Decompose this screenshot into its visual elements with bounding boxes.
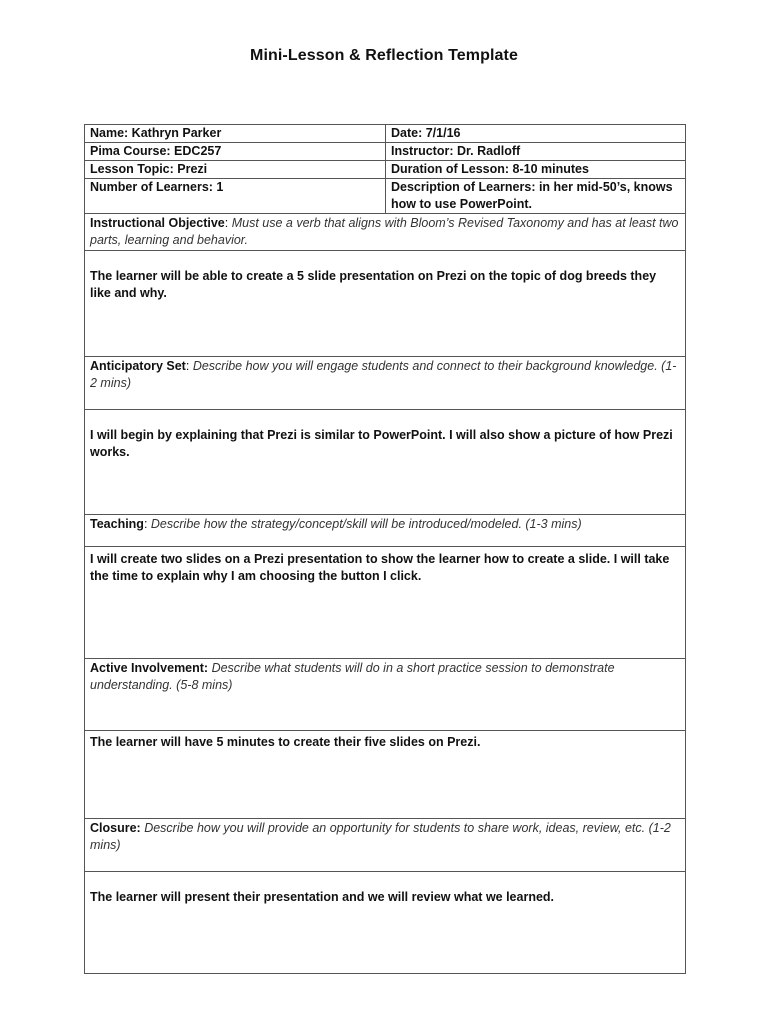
teaching-label: Teaching bbox=[90, 517, 144, 531]
teaching-answer: I will create two slides on a Prezi presentation to show the learner how to create a slide. I will take the time to explain why I am choosing the button I click. bbox=[90, 552, 670, 583]
anticipatory-header bbox=[85, 357, 686, 410]
learners-cell: Number of Learners: 1 bbox=[85, 179, 386, 214]
closure-prompt: Describe how you will provide an opportunity for students to share work, ideas, review, etc. (1-2 mins) bbox=[90, 821, 671, 852]
objective-header bbox=[85, 214, 686, 251]
anticipatory-answer: I will begin by explaining that Prezi is similar to PowerPoint. I will also show a picture of how Prezi works. bbox=[90, 428, 673, 459]
teaching-answer-cell bbox=[85, 547, 686, 659]
description-cell: Description of Learners: in her mid-50’s, knows how to use PowerPoint. bbox=[386, 179, 686, 214]
topic-cell: Lesson Topic: Prezi bbox=[85, 161, 386, 179]
objective-answer-row bbox=[85, 251, 686, 357]
objective-answer-cell bbox=[85, 251, 686, 357]
active-answer-row bbox=[85, 731, 686, 819]
active-label: Active Involvement: bbox=[90, 661, 209, 675]
lesson-table bbox=[84, 124, 686, 974]
active-header bbox=[85, 659, 686, 731]
page-title: Mini-Lesson & Reflection Template bbox=[250, 47, 518, 64]
anticipatory-separator: : bbox=[185, 359, 193, 373]
info-row-course bbox=[85, 143, 686, 161]
anticipatory-label: Anticipatory Set bbox=[90, 359, 186, 373]
objective-prompt: Must use a verb that aligns with Bloom’s Revised Taxonomy and has at least two parts, learning and behavior. bbox=[90, 216, 679, 247]
objective-answer: The learner will be able to create a 5 slide presentation on Prezi on the topic of dog breeds they like and why. bbox=[90, 269, 657, 300]
closure-header bbox=[85, 819, 686, 872]
teaching-header-row bbox=[85, 515, 686, 547]
duration-cell: Duration of Lesson: 8-10 minutes bbox=[386, 161, 686, 179]
course-cell: Pima Course: EDC257 bbox=[85, 143, 386, 161]
active-answer: The learner will have 5 minutes to create their five slides on Prezi. bbox=[90, 735, 481, 749]
objective-separator: : bbox=[224, 216, 232, 230]
active-answer-cell bbox=[85, 731, 686, 819]
info-row-learners bbox=[85, 179, 686, 214]
objective-header-row bbox=[85, 214, 686, 251]
instructor-cell: Instructor: Dr. Radloff bbox=[386, 143, 686, 161]
teaching-prompt: Describe how the strategy/concept/skill will be introduced/modeled. (1-3 mins) bbox=[150, 517, 582, 531]
name-cell: Name: Kathryn Parker bbox=[85, 125, 386, 143]
teaching-answer-row bbox=[85, 547, 686, 659]
closure-label: Closure: bbox=[90, 821, 141, 835]
teaching-separator: : bbox=[143, 517, 151, 531]
anticipatory-header-row bbox=[85, 357, 686, 410]
anticipatory-prompt: Describe how you will engage students and connect to their background knowledge. (1-2 mins) bbox=[90, 359, 677, 390]
info-row-name bbox=[85, 125, 686, 143]
closure-answer-cell bbox=[85, 872, 686, 974]
anticipatory-answer-row bbox=[85, 410, 686, 515]
teaching-header bbox=[85, 515, 686, 547]
active-prompt: Describe what students will do in a short practice session to demonstrate understanding. (5-8 mins) bbox=[90, 661, 615, 692]
info-row-topic bbox=[85, 161, 686, 179]
objective-label: Instructional Objective bbox=[90, 216, 225, 230]
date-cell: Date: 7/1/16 bbox=[386, 125, 686, 143]
active-header-row bbox=[85, 659, 686, 731]
closure-answer-row bbox=[85, 872, 686, 974]
closure-header-row bbox=[85, 819, 686, 872]
anticipatory-answer-cell bbox=[85, 410, 686, 515]
closure-answer: The learner will present their presentation and we will review what we learned. bbox=[90, 890, 555, 904]
